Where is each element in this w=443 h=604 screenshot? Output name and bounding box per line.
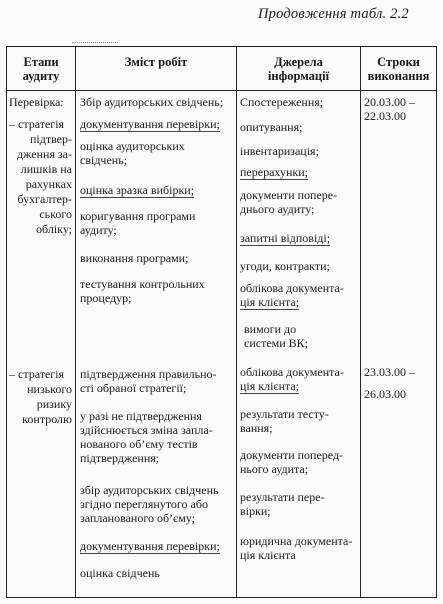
table-continuation-caption: Продовження табл. 2.2 [258,6,409,22]
table-bottom-border [6,597,437,598]
row2-source-line: нього аудита; [240,462,309,476]
row1-source-line: інвентаризація; [240,144,319,158]
scan-artifact [72,42,118,44]
row2-source-line: вірки; [240,504,271,518]
row2-stage-line: – стратегія [9,367,65,381]
row1-work-line: свідчень; [80,153,128,167]
row2-source-line: юридична документа- [240,534,353,548]
row1-stage-line: рахунках [25,177,72,191]
row1-term-line: 20.03.00 – [364,95,415,109]
row2-term-line: 26.03.00 [364,387,406,401]
table-left-border [6,46,7,598]
row1-term-line: 22.03.00 [364,109,406,123]
row1-source-line: ція клієнта; [240,295,300,309]
row1-stage-line: дження за- [17,147,72,161]
row2-work-line: сті обраної стратегії; [80,381,187,395]
row1-work-line: оцінка зразка вибірки; [80,183,195,197]
row2-stage-line: низького [27,382,72,396]
row2-work-line: запланованого об’єму; [80,511,195,525]
table-top-border [6,46,437,47]
column-divider-2 [236,46,237,598]
row1-stage-line: ського [39,207,72,221]
row1-source-line: перерахунки; [240,165,308,179]
row1-stage-line: Перевірка: [9,95,64,109]
row2-work-line: нованого об’єму тестів [80,437,198,451]
row1-work-line: виконання програми; [80,251,189,265]
column-divider-1 [75,46,76,598]
row1-source-line: вимоги до [244,322,297,336]
row2-work-line: документування перевірки; [80,539,220,553]
row1-stage-line: бухгалтер- [17,192,72,206]
row1-work-line: Збір аудиторських свідчень; [80,95,224,109]
row1-work-line: коригування програми [80,209,196,223]
row1-source-line: днього аудиту; [240,202,315,216]
header-work-content: Зміст робіт [124,55,188,69]
row1-work-line: тестування контрольних [80,277,205,291]
header-stages: Етапи аудиту [22,55,60,83]
row2-source-line: ція клієнта; [240,379,300,393]
row1-source-line: системи ВК; [244,336,309,350]
row2-source-line: результати пере- [240,490,325,504]
row1-source-line: облікова документа- [240,281,344,295]
row1-source-line: запитні відповіді; [240,231,331,245]
row1-work-line: оцінка аудиторських [80,139,185,153]
row2-source-line: документи поперед- [240,448,344,462]
row1-source-line: документи попере- [240,188,338,202]
row2-stage-line: контролю [22,412,72,426]
row1-stage-line: – стратегія [9,117,65,131]
row2-work-line: підтвердження; [80,451,160,465]
row1-source-line: угоди, контракти; [240,259,330,273]
row2-work-line: здійснюється зміна запла- [80,423,213,437]
row2-work-line: згідно переглянутого або [80,497,208,511]
row2-term-line: 23.03.00 – [364,365,415,379]
row1-work-line: документування перевірки; [80,117,220,131]
row1-stage-line: підтвер- [29,132,72,146]
row1-source-line: опитування; [240,120,303,134]
row2-work-line: підтвердження правильно- [80,367,217,381]
header-info-sources: Джерела інформації [267,55,330,83]
row1-work-line: аудиту; [80,223,117,237]
header-terms: Строки виконання [367,55,430,83]
row2-work-line: у разі не підтвердження [80,409,202,423]
row1-work-line: процедур; [80,291,132,305]
header-bottom-border [6,90,437,91]
table-right-border [436,46,437,598]
row2-work-line: оцінка свідчень [80,566,160,580]
row2-source-line: облікова документа- [240,365,344,379]
row2-source-line: вання; [240,421,273,435]
row1-stage-line: лишків на [20,162,72,176]
row2-work-line: збір аудиторських свідчень [80,483,219,497]
row1-stage-line: обліку; [36,222,72,236]
column-divider-3 [360,46,361,598]
row2-source-line: результати тесту- [240,407,329,421]
row2-source-line: ція клієнта [240,548,296,562]
row1-source-line: Спостереження; [240,95,324,109]
row2-stage-line: ризику [36,397,72,411]
